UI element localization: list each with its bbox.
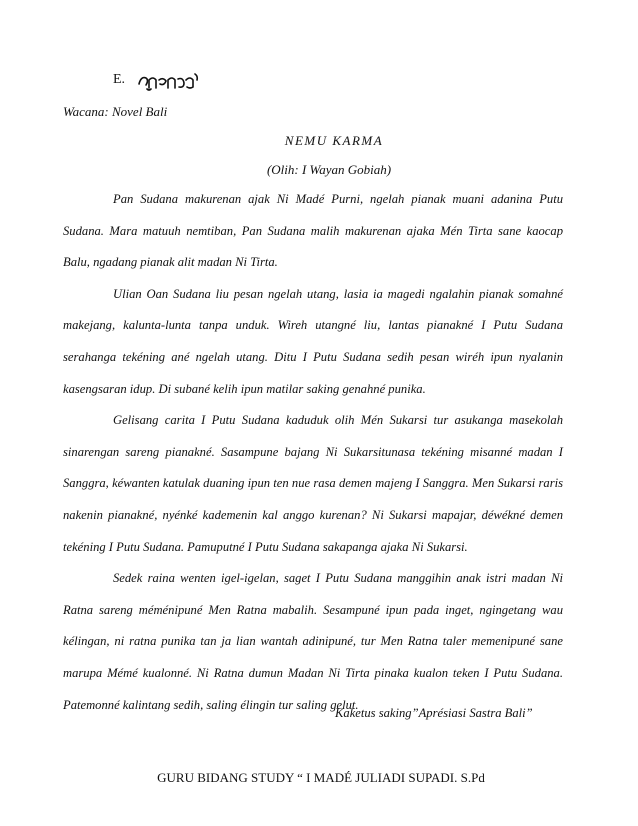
paragraph: Sedek raina wenten igel-igelan, saget I Putu Sudana manggihin anak istri madan Ni Ratna sareng méménipuné Men Ratna mabalih. Sesampuné ipun pada inget, ngingetang wau kélingan, ni ratna punika tan ja lian wantah adinipuné, tur Men Ratna taler memenipuné sane marupa Mémé kualonné. Ni Ratna dumun Madan Ni Tirta pinaka kualon teken I Putu Sudana. Patemonné kalintang sedih, saling élingin tur saling gelut. <box>63 571 563 712</box>
heading-label: Wacana: Novel Bali <box>63 104 168 119</box>
paragraph: Gelisang carita I Putu Sudana kaduduk olih Mén Sukarsi tur asukanga masekolah sinarengan sareng pianakné. Sasampune bajang Ni Sukarsitunasa tekéning misanné madan I Sanggra, kéwanten katulak duaning ipun ten nue rasa demen majeng I Sanggra. Men Sukarsi raris nakenin pianakné, nyénké kademenin kal anggo kurenan? Ni Sukarsi mapajar, déwékné demen tekéning I Putu Sudana. Pamuputné I Putu Sudana sakapanga ajaka Ni Sukarsi. <box>63 413 563 554</box>
story-title: NEMU KARMA <box>284 133 384 148</box>
source-caption: Kaketus saking”Aprésiasi Sastra Bali” <box>335 706 533 720</box>
story-author: (Olih: I Wayan Gobiah) <box>266 162 392 177</box>
balinese-script-icon <box>137 70 201 92</box>
story-body <box>63 184 563 721</box>
paragraph: Ulian Oan Sudana liu pesan ngelah utang, lasia ia magedi ngalahin pianak somahné makejang, kalunta-lunta tanpa unduk. Wireh utangné liu, lantas pianakné I Putu Sudana serahanga tekéning ané ngelah utang. Ditu I Putu Sudana sedih pesan wiréh ipun nyalanin kasengsaran idup. Di subané kelih ipun matilar saking genahné punika. <box>63 286 563 396</box>
page-footer: GURU BIDANG STUDY “ I MADÉ JULIADI SUPADI. S.Pd <box>157 770 485 785</box>
section-label: E. <box>113 72 126 87</box>
paragraph: Pan Sudana makurenan ajak Ni Madé Purni, ngelah pianak muani adanina Putu Sudana. Mara matuuh nemtiban, Pan Sudana malih makurenan ajaka Mén Tirta sane kaocap Balu, ngadang pianak alit madan Ni Tirta. <box>63 192 563 270</box>
